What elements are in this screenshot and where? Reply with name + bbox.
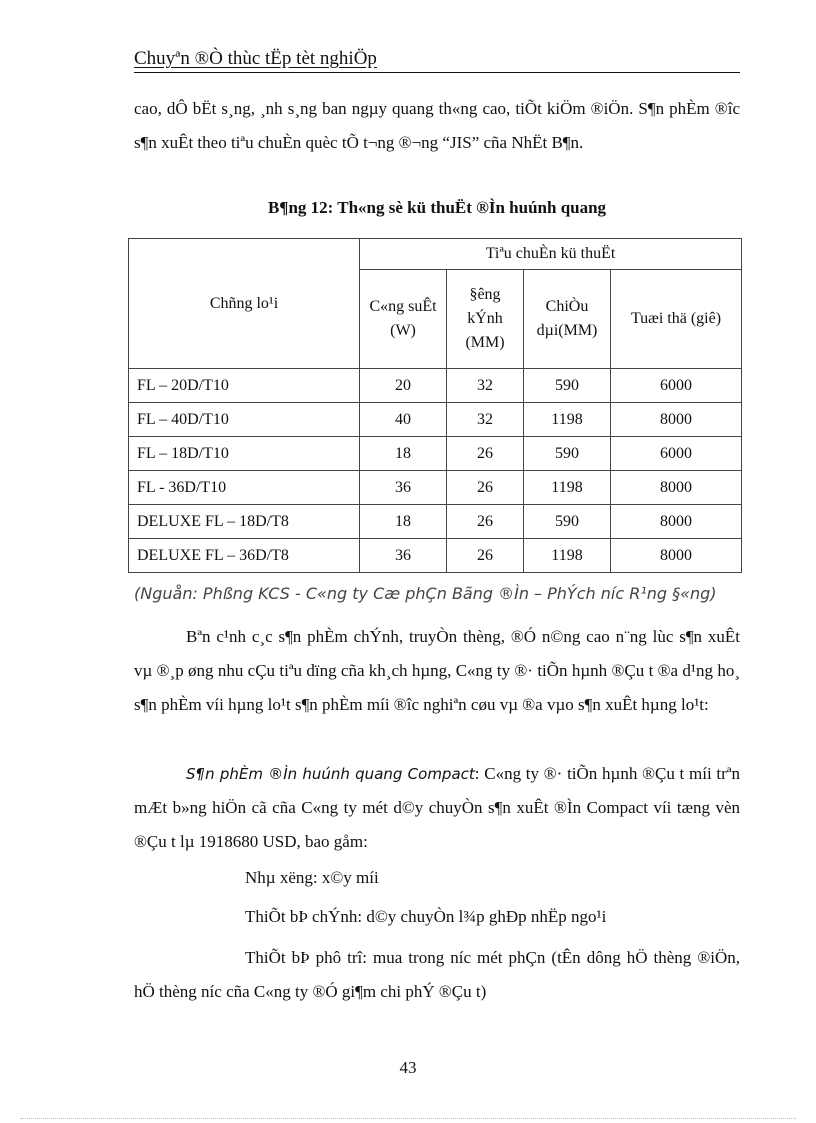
cell-life: 6000 (611, 369, 742, 403)
list-item-workshop: Nhµ xëng: x©y míi (245, 868, 379, 887)
cell-type: FL – 18D/T10 (129, 437, 360, 471)
cell-life: 6000 (611, 437, 742, 471)
group-header-standard: Tiªu chuÈn kü thuËt (360, 239, 742, 270)
cell-length: 590 (524, 437, 611, 471)
page-header: Chuyªn ®Ò thùc tËp tèt nghiÖp (134, 48, 377, 69)
table-caption: B¶ng 12: Th«ng sè kü thuËt ®Ìn huúnh quang (267, 198, 607, 217)
table-row (129, 403, 742, 437)
cell-life: 8000 (611, 471, 742, 505)
cell-length: 1198 (524, 403, 611, 437)
cell-length: 590 (524, 369, 611, 403)
cell-length: 1198 (524, 471, 611, 505)
cell-life: 8000 (611, 505, 742, 539)
cell-power: 18 (360, 437, 447, 471)
cell-power: 18 (360, 505, 447, 539)
cell-diameter: 26 (447, 471, 524, 505)
col-header-life: Tuæi thä (giê) (611, 270, 742, 369)
table-row (129, 471, 742, 505)
cell-power: 36 (360, 539, 447, 573)
cell-type: FL - 36D/T10 (129, 471, 360, 505)
cell-type: DELUXE FL – 36D/T8 (129, 539, 360, 573)
cell-life: 8000 (611, 539, 742, 573)
cell-power: 36 (360, 471, 447, 505)
cell-length: 590 (524, 505, 611, 539)
cell-power: 20 (360, 369, 447, 403)
cell-life: 8000 (611, 403, 742, 437)
cell-type: FL – 40D/T10 (129, 403, 360, 437)
header-rule (134, 72, 740, 73)
list-item-main-equipment: ThiÕt bÞ chÝnh: d©y chuyÒn l¾p ghÐp nhËp ngo¹i (245, 907, 607, 926)
cell-type: FL – 20D/T10 (129, 369, 360, 403)
intro-paragraph: cao, dÔ bËt s¸ng, ¸nh s¸ng ban ngµy quang th«ng cao, tiÕt kiÖm ®iÖn. S¶n phÈm ®îc s¶n xuÊt theo tiªu chuÈn quèc tÕ t¬ng ®¬ng “JIS” cña NhËt B¶n. (134, 99, 740, 152)
page-number: 43 (399, 1058, 417, 1077)
col-header-length: ChiÒu dµi(MM) (524, 270, 611, 369)
col-header-type: Chñng lo¹i (129, 239, 360, 369)
cell-diameter: 32 (447, 369, 524, 403)
cell-power: 40 (360, 403, 447, 437)
table-row (129, 437, 742, 471)
list-item-aux-equipment: ThiÕt bÞ phô trî: mua trong níc mét phÇn (tÊn dông hÖ thèng ®iÖn, hÖ thèng níc cña C«ng ty ®Ó gi¶m chi phÝ ®Çu t) (134, 948, 740, 1001)
compact-lead: S¶n phÈm ®Ìn huúnh quang Compact (186, 765, 475, 783)
cell-type: DELUXE FL – 18D/T8 (129, 505, 360, 539)
col-header-power: C«ng suÊt (W) (360, 270, 447, 369)
compact-text: : C«ng ty ®· tiÕn hµnh ®Çu t míi trªn mÆt b»ng hiÖn cã cña C«ng ty mét d©y chuyÒn s¶n xuÊt ®Ìn Compact víi tæng vèn ®Çu t lµ 1918680 USD, bao gåm: (134, 764, 740, 851)
col-header-diameter: §êng kÝnh (MM) (447, 270, 524, 369)
spec-table (128, 238, 742, 573)
table-source-note: (Nguån: Phßng KCS - C«ng ty Cæ phÇn Bãng ®Ìn – PhÝch níc R¹ng §«ng) (134, 584, 717, 603)
cell-diameter: 26 (447, 505, 524, 539)
cell-diameter: 26 (447, 437, 524, 471)
cell-diameter: 32 (447, 403, 524, 437)
table-row (129, 539, 742, 573)
page-bottom-edge (20, 1118, 796, 1119)
body-paragraph-compact (134, 757, 740, 859)
table-row (129, 505, 742, 539)
cell-length: 1198 (524, 539, 611, 573)
table-row (129, 369, 742, 403)
body-paragraph-products: Bªn c¹nh c¸c s¶n phÈm chÝnh, truyÒn thèng, ®Ó n©ng cao n¨ng lùc s¶n xuÊt vµ ®¸p øng nhu cÇu tiªu dïng cña kh¸ch hµng, C«ng ty ®· tiÕn hµnh ®Çu t ®a d¹ng ho¸ s¶n phÈm víi hµng lo¹t s¶n phÈm míi ®îc nghiªn cøu vµ ®a vµo s¶n xuÊt hµng lo¹t: (134, 627, 740, 714)
cell-diameter: 26 (447, 539, 524, 573)
